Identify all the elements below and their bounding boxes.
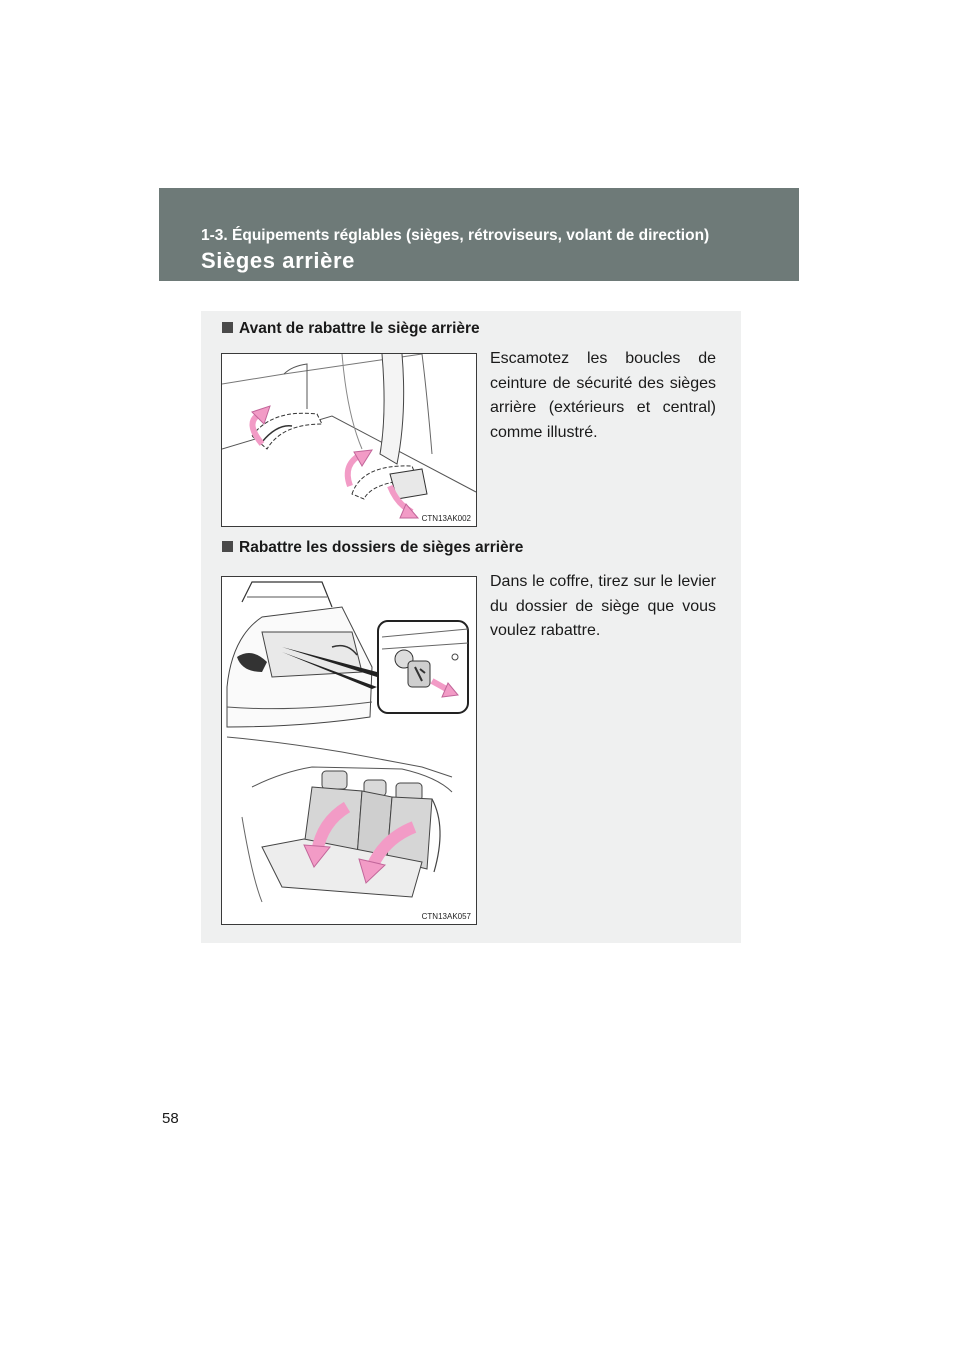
seatbelt-buckles-illustration xyxy=(222,354,476,526)
instruction-text: Dans le coffre, tirez sur le levier du dossier de siège que vous voulez rabattre. xyxy=(490,573,716,639)
heading-before-folding xyxy=(222,320,480,338)
page-title: Sièges arrière xyxy=(201,248,355,273)
figure-code: CTN13AK057 xyxy=(421,912,471,921)
heading-text: Avant de rabattre le siège arrière xyxy=(239,320,480,337)
section-breadcrumb: 1-3. Équipements réglables (sièges, rétroviseurs, volant de direction) xyxy=(201,227,710,244)
fold-seatbacks-illustration xyxy=(222,577,476,924)
heading-text: Rabattre les dossiers de sièges arrière xyxy=(239,539,524,556)
figure-code: CTN13AK002 xyxy=(421,514,471,523)
section-header xyxy=(159,188,799,281)
instruction-text: Escamotez les boucles de ceinture de sécurité des sièges arrière (extérieurs et central) comme illustré. xyxy=(490,350,716,441)
heading-fold-seatbacks xyxy=(222,539,523,557)
bullet-square-icon xyxy=(222,541,233,552)
bullet-square-icon xyxy=(222,322,233,333)
page-number: 58 xyxy=(162,1110,179,1127)
figure-fold-seatbacks xyxy=(221,576,477,925)
figure-seatbelt-buckles xyxy=(221,353,477,527)
